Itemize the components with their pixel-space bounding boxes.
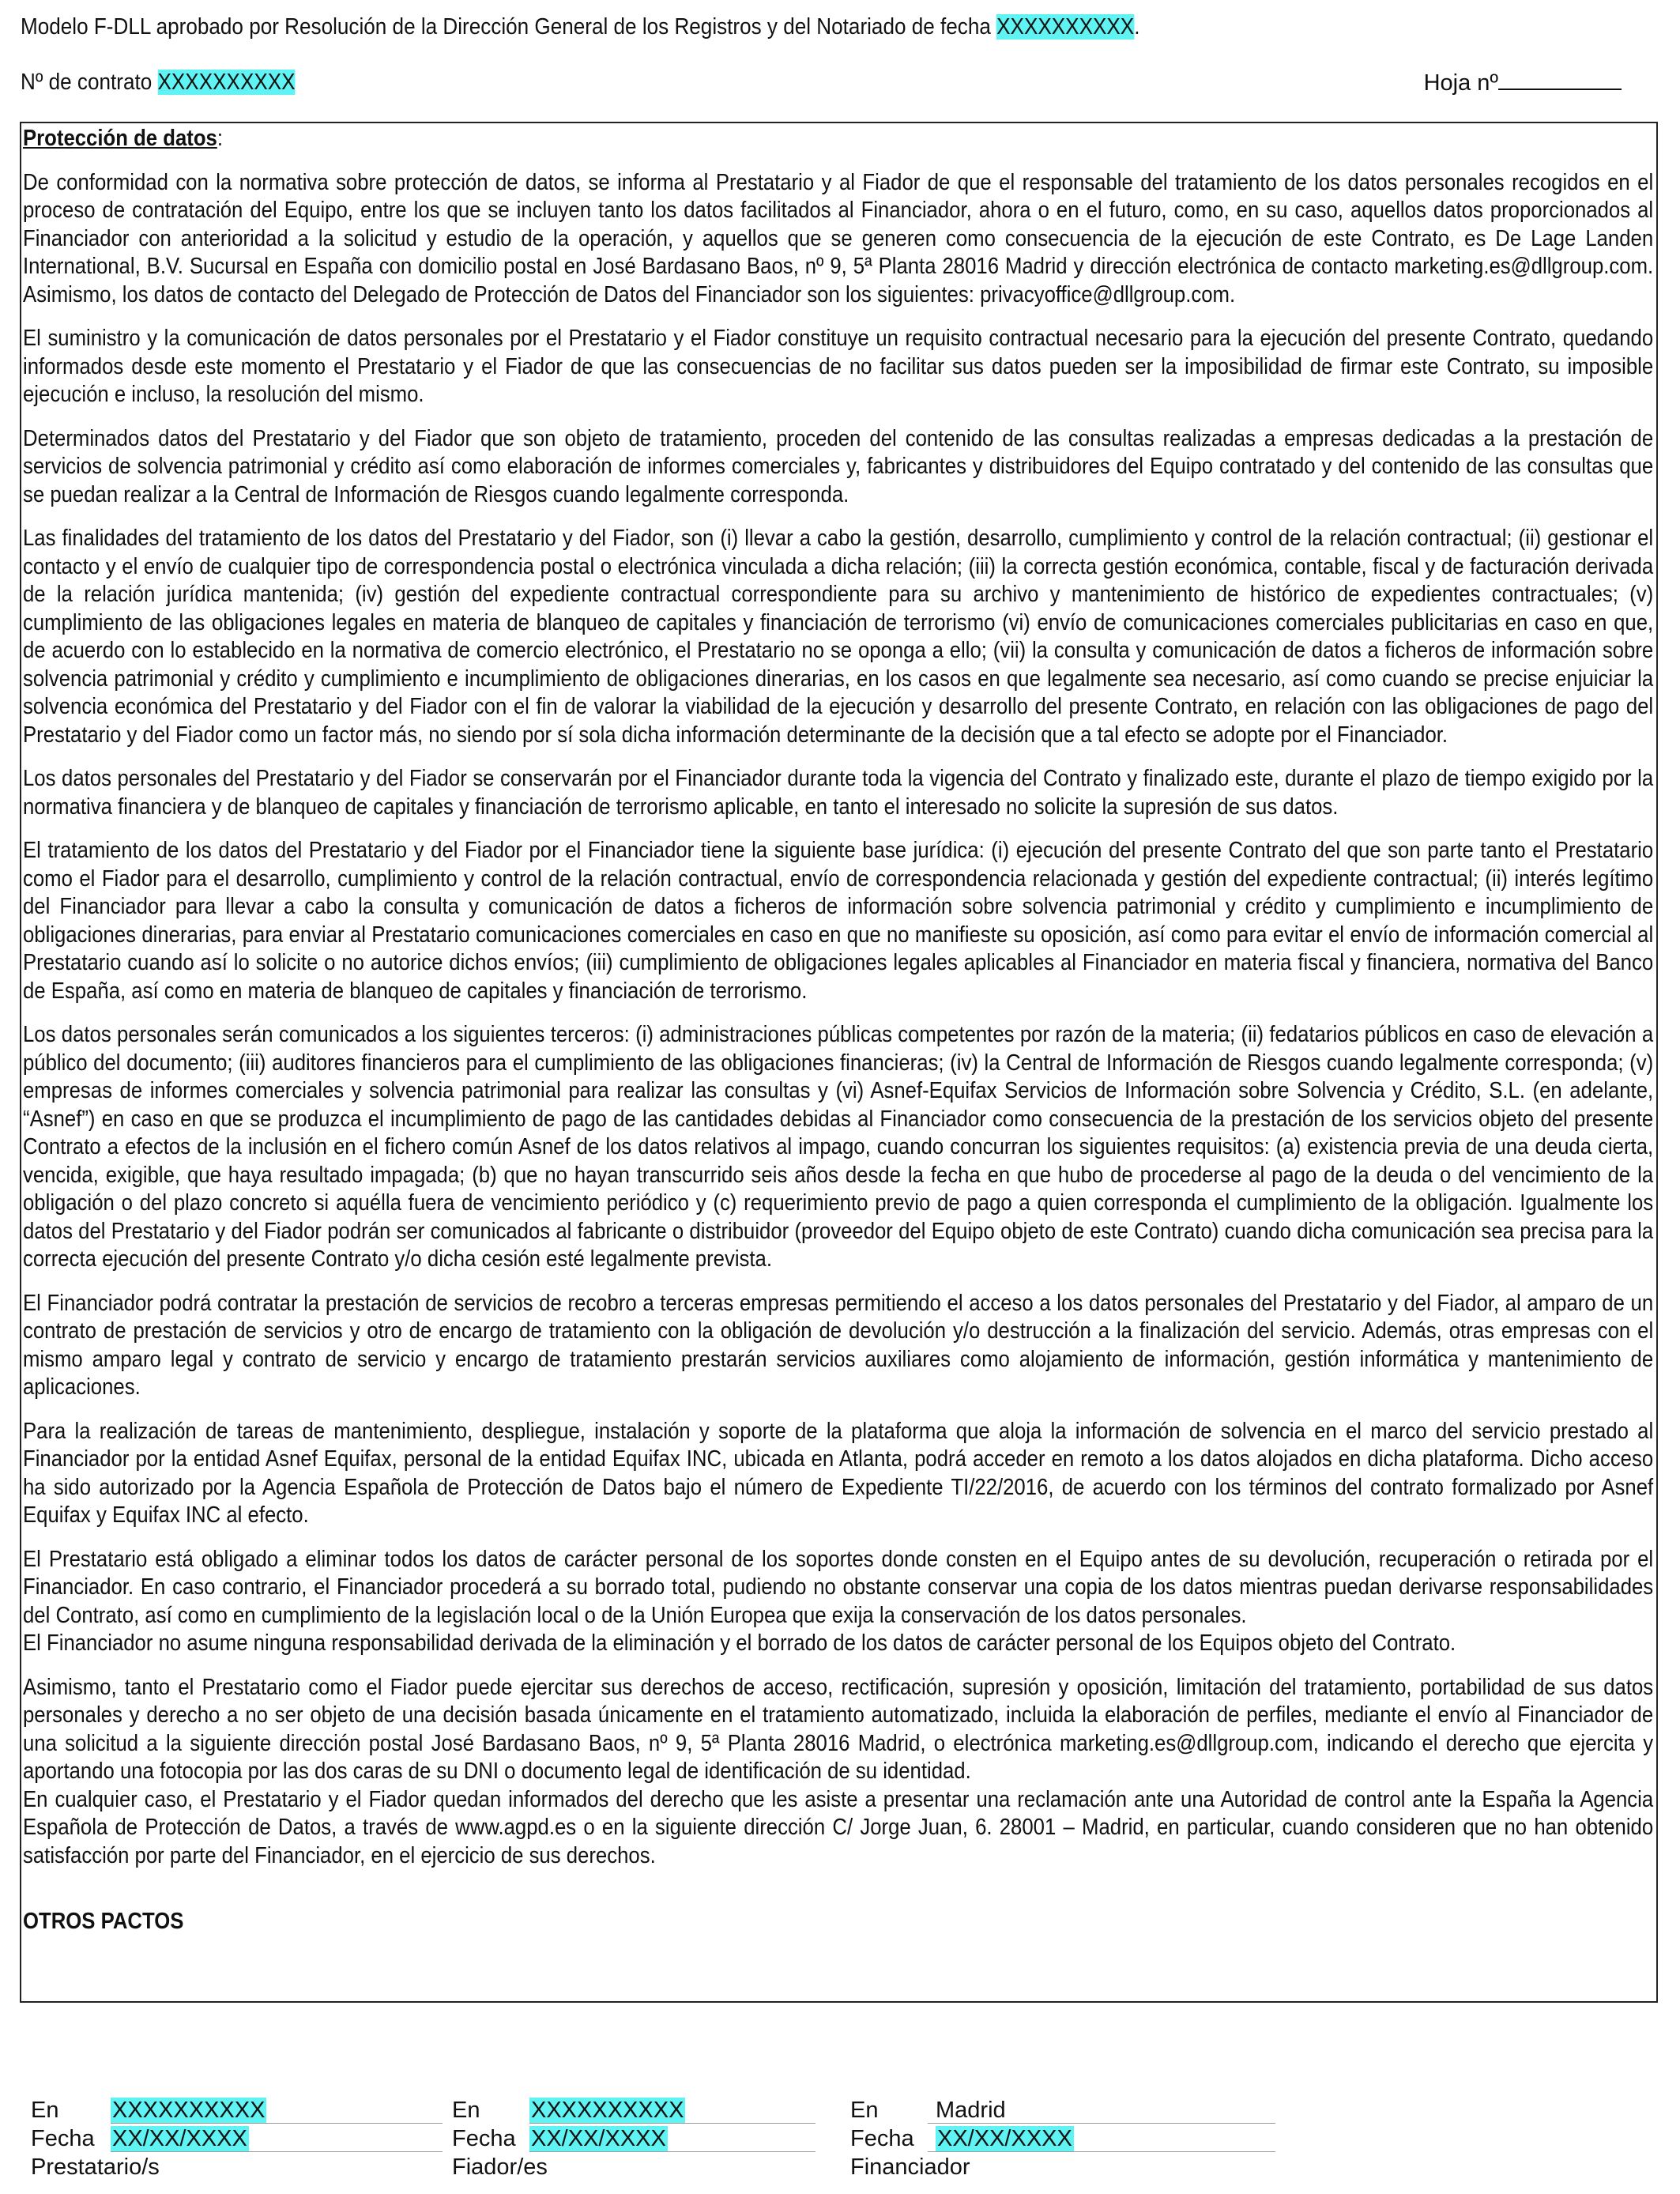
contract-number-field[interactable]: XXXXXXXXXX	[157, 70, 296, 95]
data-protection-box	[20, 122, 1658, 2003]
lender-place-field[interactable]	[928, 2096, 1275, 2124]
guarantor-date-value: XX/XX/XXXX	[531, 2126, 666, 2151]
data-protection-content	[23, 123, 1653, 1936]
contract-number-line	[21, 68, 326, 96]
data-protection-heading-colon: :	[217, 126, 224, 151]
borrower-place-value: XXXXXXXXXX	[112, 2098, 266, 2123]
paragraph-data-origin: Determinados datos del Prestatario y del Fiador que son objeto de tratamiento, proceden del contenido de las consultas realizadas a empresas dedicadas a la prestación de servicios de solvencia patrimonial y crédito así como elaboración de informes comerciales y, fabricantes y distribuidores del Equipo contratado y del contenido de las consultas que se puedan realizar a la Central de Información de Riesgos cuando legalmente corresponda.	[23, 425, 1654, 507]
guarantor-place-field[interactable]	[529, 2096, 816, 2124]
contract-number-label: Nº de contrato	[21, 70, 153, 95]
borrower-place-label: En	[31, 2098, 59, 2123]
paragraph-legal-basis: El tratamiento de los datos del Prestatario y del Fiador por el Financiador tiene la siguiente base jurídica: (i) ejecución del presente Contrato del que son parte tanto el Prestatario como el Fiador para el desarrollo, cumplimiento y control de la relación contractual, envío de correspondencia relacionada y gestión del expediente contractual; (ii) interés legítimo del Financiador para llevar a cabo la consulta y comunicación de datos a ficheros de información sobre solvencia patrimonial y crédito y cumplimiento e incumplimiento de obligaciones dinerarias, para enviar al Prestatario comunicaciones comerciales en caso en que no manifieste su oposición, así como para evitar el envío de información comercial al Prestatario cuando así lo solicite o no autorice dichos envíos; (iii) cumplimiento de obligaciones legales aplicables al Financiador en materia fiscal y financiera, normativa del Banco de España, así como en materia de blanqueo de capitales y financiación de terrorismo.	[23, 838, 1654, 1004]
data-protection-heading-text: Protección de datos	[23, 126, 217, 151]
paragraph-complaint-text: En cualquier caso, el Prestatario y el Fiador quedan informados del derecho que les asiste a presentar una reclamación ante una Autoridad de control ante la España la Agencia Española de Protección de Datos, a través de www.agpd.es o en la siguiente dirección C/ Jorge Juan, 6. 28001 – Madrid, en particular, cuando consideren que no han obtenido satisfacción por parte del Financiador, en el ejercicio de sus derechos.	[23, 1786, 1654, 1868]
paragraph-data-supply: El suministro y la comunicación de datos personales por el Prestatario y el Fiador constituye un requisito contractual necesario para la ejecución del presente Contrato, quedando informados desde este momento el Prestatario y el Fiador de que las consecuencias de no facilitar sus datos pueden ser la imposibilidad de firmar este Contrato, su imposible ejecución e incluso, la resolución del mismo.	[23, 326, 1654, 407]
guarantor-date-field[interactable]	[529, 2124, 816, 2152]
borrower-date-field[interactable]	[111, 2124, 443, 2152]
paragraph-equifax-access: Para la realización de tareas de mantenimiento, despliegue, instalación y soporte de la plataforma que aloja la información de solvencia en el marco del servicio prestado al Financiador por la entidad Asnef Equifax, personal de la entidad Equifax INC, ubicada en Atlanta, podrá acceder en remoto a los datos alojados en dicha plataforma. Dicho acceso ha sido autorizado por la Agencia Española de Protección de Datos bajo el número de Expediente TI/22/2016, de acuerdo con los términos del contrato formalizado por Asnef Equifax y Equifax INC al efecto.	[23, 1418, 1654, 1528]
paragraph-purposes: Las finalidades del tratamiento de los datos del Prestatario y del Fiador, son (i) llevar a cabo la gestión, desarrollo, cumplimiento y control de la relación contractual; (ii) gestionar el contacto y el envío de cualquier tipo de correspondencia postal o electrónica vinculada a dicha relación; (iii) la correcta gestión económica, contable, fiscal y de facturación derivada de la relación jurídica mantenida; (iv) gestión del expediente contractual correspondiente para su archivo y mantenimiento de histórico de expedientes contractuales; (v) cumplimiento de las obligaciones legales en materia de blanqueo de capitales y financiación de terrorismo (vi) envío de comunicaciones comerciales publicitarias en caso en que, de acuerdo con lo establecido en la normativa de comercio electrónico, el Prestatario no se oponga a ello; (vii) la consulta y comunicación de datos a ficheros de información sobre solvencia patrimonial y crédito y cumplimiento e incumplimiento de obligaciones dinerarias, en los casos en que legalmente sea necesario, así como cuando se precise enjuiciar la solvencia económica del Prestatario y del Fiador con el fin de valorar la viabilidad de la ejecución y desarrollo del presente Contrato, en relación con las obligaciones de pago del Prestatario y del Fiador como un factor más, no siendo por sí sola dicha información determinante de la decisión que a tal efecto se adopte por el Financiador.	[23, 526, 1654, 748]
lender-date-label: Fecha	[850, 2126, 914, 2151]
model-approval-period: .	[1134, 14, 1140, 40]
paragraph-retention: Los datos personales del Prestatario y del Fiador se conservarán por el Financiador durante toda la vigencia del Contrato y finalizado este, durante el plazo de tiempo exigido por la normativa financiera y de blanqueo de capitales y financiación de terrorismo aplicable, en tanto el interesado no solicite la supresión de sus datos.	[23, 766, 1654, 820]
paragraph-responsible: De conformidad con la normativa sobre protección de datos, se informa al Prestatario y al Fiador de que el responsable del tratamiento de los datos personales recogidos en el proceso de contratación del Equipo, entre los que se incluyen tanto los datos facilitados al Financiador, ahora o en el futuro, como, en su caso, aquellos datos proporcionados al Financiador con anterioridad a la solicitud y estudio de la operación, y aquellos que se generen como consecuencia de la ejecución de este Contrato, es De Lage Landen International, B.V. Sucursal en España con domicilio postal en José Bardasano Baos, nº 9, 5ª Planta 28016 Madrid y dirección electrónica de contacto marketing.es@dllgroup.com. Asimismo, los datos de contacto del Delegado de Protección de Datos del Financiador son los siguientes: privacyoffice@dllgroup.com.	[23, 169, 1654, 307]
data-protection-heading	[23, 125, 1653, 153]
model-approval-text: Modelo F-DLL aprobado por Resolución de la Dirección General de los Registros y del Notariado de fecha	[21, 14, 991, 40]
paragraph-rights	[23, 1674, 1653, 1871]
lender-place-label: En	[850, 2098, 879, 2123]
paragraph-no-liability-text: El Financiador no asume ninguna responsabilidad derivada de la eliminación y el borrado de los datos de carácter personal de los Equipos objeto del Contrato.	[23, 1630, 1456, 1656]
sheet-number-label: Hoja nº	[1423, 70, 1498, 96]
guarantor-place-value: XXXXXXXXXX	[531, 2098, 684, 2123]
sheet-number	[1424, 68, 1622, 97]
paragraph-third-party-services: El Financiador podrá contratar la prestación de servicios de recobro a terceras empresas permitiendo el acceso a los datos personales del Prestatario y del Fiador, al amparo de un contrato de prestación de servicios y otro de encargo de tratamiento con la obligación de devolución y/o destrucción a la finalización del servicio. Además, otras empresas con el mismo amparo legal y contrato de servicio y encargo de tratamiento prestarán servicios auxiliares como alojamiento de información, gestión informática y mantenimiento de aplicaciones.	[23, 1290, 1654, 1400]
borrower-party-label: Prestatario/s	[31, 2154, 160, 2180]
guarantor-party-label: Fiador/es	[452, 2154, 548, 2180]
guarantor-date-label: Fecha	[452, 2126, 516, 2151]
paragraph-data-deletion	[23, 1546, 1653, 1658]
model-approval-line	[21, 13, 1264, 41]
other-agreements-heading: OTROS PACTOS	[23, 1909, 184, 1934]
paragraph-data-deletion-text: El Prestatario está obligado a eliminar todos los datos de carácter personal de los soportes donde consten en el Equipo antes de su devolución, recuperación o retirada por el Financiador. En caso contrario, el Financiador procederá a su borrado total, pudiendo no obstante conservar una copia de los datos mientras puedan derivarse responsabilidades del Contrato, así como en cumplimiento de la legislación local o de la Unión Europea que exija la conservación de los datos personales.	[23, 1546, 1654, 1628]
sheet-number-field[interactable]	[1498, 68, 1622, 90]
paragraph-rights-text: Asimismo, tanto el Prestatario como el Fiador puede ejercitar sus derechos de acceso, rectificación, supresión y oposición, limitación del tratamiento, portabilidad de sus datos personales y derecho a no ser objeto de una decisión basada únicamente en el tratamiento automatizado, incluida la elaboración de perfiles, mediante el envío al Financiador de una solicitud a la siguiente dirección postal José Bardasano Baos, nº 9, 5ª Planta 28016 Madrid, o electrónica marketing.es@dllgroup.com, indicando el derecho que ejercita y aportando una fotocopia por las dos caras de su DNI o documento legal de identificación de su identidad.	[23, 1674, 1654, 1784]
borrower-date-label: Fecha	[31, 2126, 95, 2151]
borrower-date-value: XX/XX/XXXX	[112, 2126, 247, 2151]
borrower-place-field[interactable]	[111, 2096, 443, 2124]
model-approval-date-field[interactable]: XXXXXXXXXX	[996, 14, 1135, 40]
lender-party-label: Financiador	[850, 2154, 970, 2180]
lender-place-value: Madrid	[936, 2098, 1006, 2123]
paragraph-recipients: Los datos personales serán comunicados a los siguientes terceros: (i) administraciones públicas competentes por razón de la materia; (ii) fedatarios públicos en caso de elevación a público del documento; (iii) auditores financieros para el cumplimiento de las obligaciones financieras; (iv) la Central de Información de Riesgos cuando legalmente corresponda; (v) empresas de informes comerciales y solvencia patrimonial para realizar las consultas y (vi) Asnef-Equifax Servicios de Información sobre Solvencia y Crédito, S.L. (en adelante, “Asnef”) en caso en que se produzca el incumplimiento de pago de las cantidades debidas al Financiador como consecuencia de la prestación de los servicios objeto del presente Contrato a efectos de la inclusión en el fichero común Asnef de los datos relativos al impago, cuando concurran los siguientes requisitos: (a) existencia previa de una deuda cierta, vencida, exigible, que haya resultado impagada; (b) que no hayan transcurrido seis años desde la fecha en que hubo de procederse al pago de la deuda o del vencimiento de la obligación o del plazo concreto si aquélla fuera de vencimiento periódico y (c) requerimiento previo de pago a quien corresponda el cumplimiento de la obligación. Igualmente los datos del Prestatario y del Fiador podrán ser comunicados al fabricante o distribuidor (proveedor del Equipo objeto de este Contrato) cuando dicha comunicación sea precisa para la correcta ejecución del presente Contrato y/o dicha cesión esté legalmente prevista.	[23, 1022, 1654, 1272]
lender-date-value: XX/XX/XXXX	[937, 2126, 1072, 2151]
lender-date-field[interactable]	[928, 2124, 1275, 2152]
guarantor-place-label: En	[452, 2098, 480, 2123]
